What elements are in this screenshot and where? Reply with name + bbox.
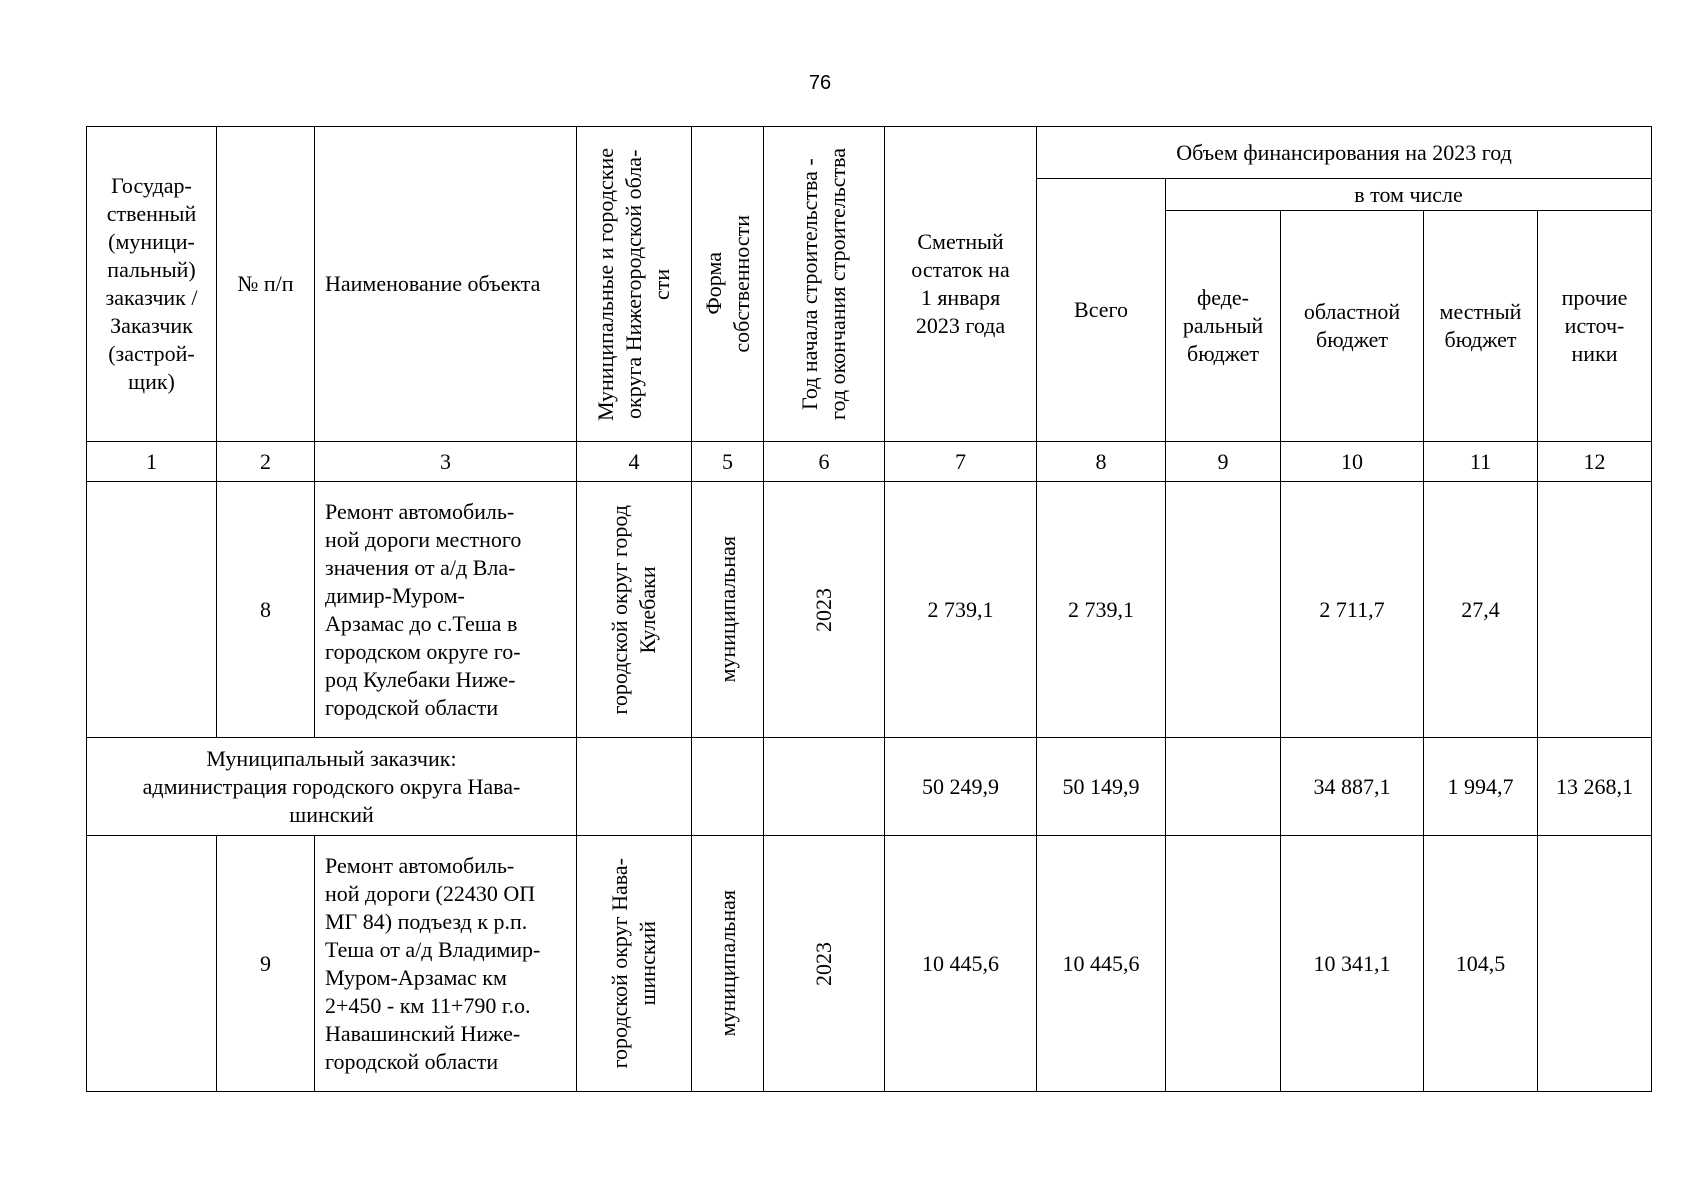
summary-estimate: 50 249,9 <box>885 738 1037 836</box>
column-number: 9 <box>1166 442 1281 482</box>
header-years: Год начала строительства - год окончания строительства <box>764 127 885 442</box>
header-municipality: Муниципальные и городские округа Нижегородской обла- сти <box>577 127 692 442</box>
summary-federal <box>1166 738 1281 836</box>
ownership-cell: муниципальная <box>692 836 764 1092</box>
table-row <box>87 482 1652 738</box>
total-cell: 2 739,1 <box>1037 482 1166 738</box>
column-numbers-row <box>87 442 1652 482</box>
column-number: 6 <box>764 442 885 482</box>
customer-cell <box>87 482 217 738</box>
column-number: 4 <box>577 442 692 482</box>
summary-other: 13 268,1 <box>1538 738 1652 836</box>
years-cell: 2023 <box>764 482 885 738</box>
column-number: 8 <box>1037 442 1166 482</box>
column-number: 2 <box>217 442 315 482</box>
header-funding: Объем финансирования на 2023 год <box>1037 127 1652 179</box>
financing-table <box>86 126 1652 1092</box>
header-object-name: Наименование объекта <box>315 127 577 442</box>
years-cell: 2023 <box>764 836 885 1092</box>
regional-cell: 10 341,1 <box>1281 836 1424 1092</box>
municipality-cell: городской округ город Кулебаки <box>577 482 692 738</box>
object-name: Ремонт автомобиль- ной дороги местного значения от а/д Вла- димир-Муром- Арзамас до с.Теша в городском округе го- род Кулебаки Ниже- городской области <box>315 482 577 738</box>
other-cell <box>1538 482 1652 738</box>
ownership-cell: муниципальная <box>692 482 764 738</box>
header-ownership: Форма собственности <box>692 127 764 442</box>
federal-cell <box>1166 482 1281 738</box>
object-name: Ремонт автомобиль- ной дороги (22430 ОП МГ 84) подъезд к р.п. Теша от а/д Владимир- Муром-Арзамас км 2+450 - км 11+790 г.о. Навашинский Ниже- городской области <box>315 836 577 1092</box>
header-estimate: Сметный остаток на 1 января 2023 года <box>885 127 1037 442</box>
header-including: в том числе <box>1166 179 1652 211</box>
row-number: 8 <box>217 482 315 738</box>
other-cell <box>1538 836 1652 1092</box>
total-cell: 10 445,6 <box>1037 836 1166 1092</box>
header-total: Всего <box>1037 179 1166 442</box>
column-number: 5 <box>692 442 764 482</box>
column-number: 10 <box>1281 442 1424 482</box>
local-cell: 27,4 <box>1424 482 1538 738</box>
column-number: 3 <box>315 442 577 482</box>
summary-regional: 34 887,1 <box>1281 738 1424 836</box>
column-number: 12 <box>1538 442 1652 482</box>
column-number: 1 <box>87 442 217 482</box>
estimate-cell: 10 445,6 <box>885 836 1037 1092</box>
header-regional: областной бюджет <box>1281 211 1424 442</box>
header-other: прочие источ- ники <box>1538 211 1652 442</box>
summary-years-cell <box>764 738 885 836</box>
header-customer: Государ- ственный (муници- пальный) заказчик / Заказчик (застрой- щик) <box>87 127 217 442</box>
customer-summary-row <box>87 738 1652 836</box>
header-number: № п/п <box>217 127 315 442</box>
customer-summary-label: Муниципальный заказчик: администрация городского округа Нава- шинский <box>87 738 577 836</box>
federal-cell <box>1166 836 1281 1092</box>
summary-local: 1 994,7 <box>1424 738 1538 836</box>
summary-ownership-cell <box>692 738 764 836</box>
customer-cell <box>87 836 217 1092</box>
column-number: 11 <box>1424 442 1538 482</box>
summary-municipality-cell <box>577 738 692 836</box>
summary-total: 50 149,9 <box>1037 738 1166 836</box>
estimate-cell: 2 739,1 <box>885 482 1037 738</box>
column-number: 7 <box>885 442 1037 482</box>
page-number: 76 <box>808 72 832 94</box>
table-row <box>87 836 1652 1092</box>
row-number: 9 <box>217 836 315 1092</box>
header-local: местный бюджет <box>1424 211 1538 442</box>
local-cell: 104,5 <box>1424 836 1538 1092</box>
regional-cell: 2 711,7 <box>1281 482 1424 738</box>
municipality-cell: городской округ Нава- шинский <box>577 836 692 1092</box>
header-federal: феде- ральный бюджет <box>1166 211 1281 442</box>
